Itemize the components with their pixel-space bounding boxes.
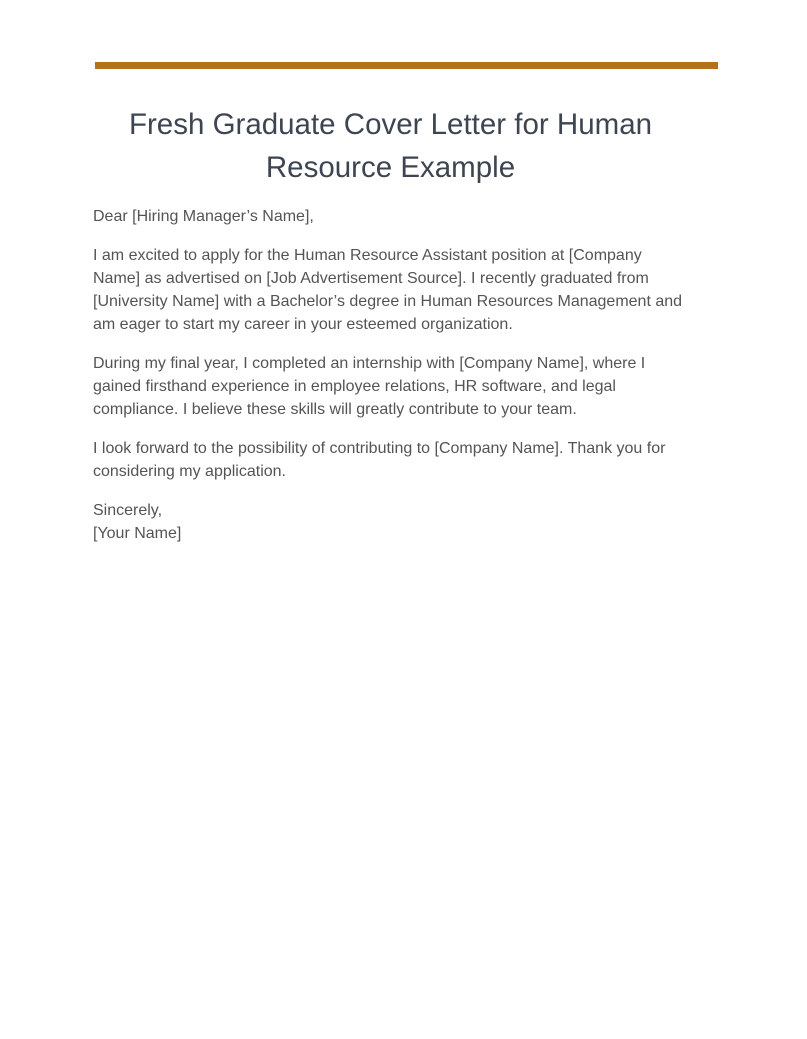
letter-paragraph: During my final year, I completed an internship with [Company Name], where I gained firsthand experience in employee relations, HR software, and legal compliance. I believe these skills will greatly contribute to your team.	[93, 355, 646, 418]
letter-content	[93, 103, 688, 545]
signature: [Your Name]	[93, 525, 182, 542]
letter-paragraph: I am excited to apply for the Human Resource Assistant position at [Company Name] as advertised on [Job Advertisement Source]. I recently graduated from [University Name] with a Bachelor’s degree in Human Resources Management and am eager to start my career in your esteemed organization.	[93, 247, 683, 333]
accent-bar	[95, 62, 718, 69]
signature-block	[93, 499, 688, 545]
page-title: Fresh Graduate Cover Letter for Human Resource Example	[128, 108, 653, 184]
letter-paragraph: I look forward to the possibility of contributing to [Company Name]. Thank you for considering my application.	[93, 440, 666, 480]
closing: Sincerely,	[93, 502, 163, 519]
salutation: Dear [Hiring Manager’s Name],	[93, 208, 314, 225]
